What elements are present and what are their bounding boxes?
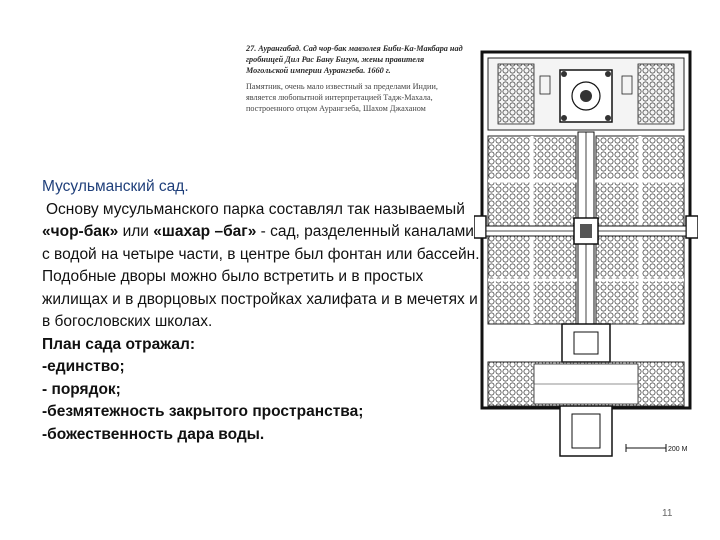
caption-title: 27. Аурангабад. Сад чор-бак мавзолея Биби-Ка-Макбара над гробницей Дил Рас Бану Бигум, жены правителя Могольской империи Аурангзеба. 1660 г. <box>246 44 463 75</box>
intro-paragraph <box>42 199 482 334</box>
list-item: -божественность дара воды. <box>42 425 265 443</box>
section-heading: Мусульманский сад. <box>42 178 189 195</box>
list-item: -безмятежность закрытого пространства; <box>42 403 364 420</box>
term-shahar-bag: «шахар –баг» <box>153 223 257 240</box>
list-item: - порядок; <box>42 380 121 398</box>
paragraph-mid: или <box>118 223 154 240</box>
scale-label: 200 М <box>668 446 688 453</box>
scanned-caption <box>246 44 468 115</box>
list-item: -единство; <box>42 358 125 375</box>
main-text <box>42 176 482 446</box>
page-number: 11 <box>662 508 673 519</box>
paragraph-start: Основу мусульманского парка составлял так называемый <box>46 200 465 218</box>
garden-plan-image <box>474 46 698 468</box>
term-chor-bak: «чор-бак» <box>42 223 119 240</box>
caption-body: Памятник, очень мало известный за пределами Индии, является любопытной интерпретацией Тадж-Махала, построенного отцом Аурангзеба, Шахом Джаханом <box>246 82 438 113</box>
paragraph-end: - сад, разделенный каналами с водой на четыре части, в центре был фонтан или бассейн. Подобные дворы можно было встретить и в простых жилищах и в дворцовых постройках халифата и в мечетях и в богословских школах. <box>42 223 480 330</box>
list-title: План сада отражал: <box>42 335 196 353</box>
